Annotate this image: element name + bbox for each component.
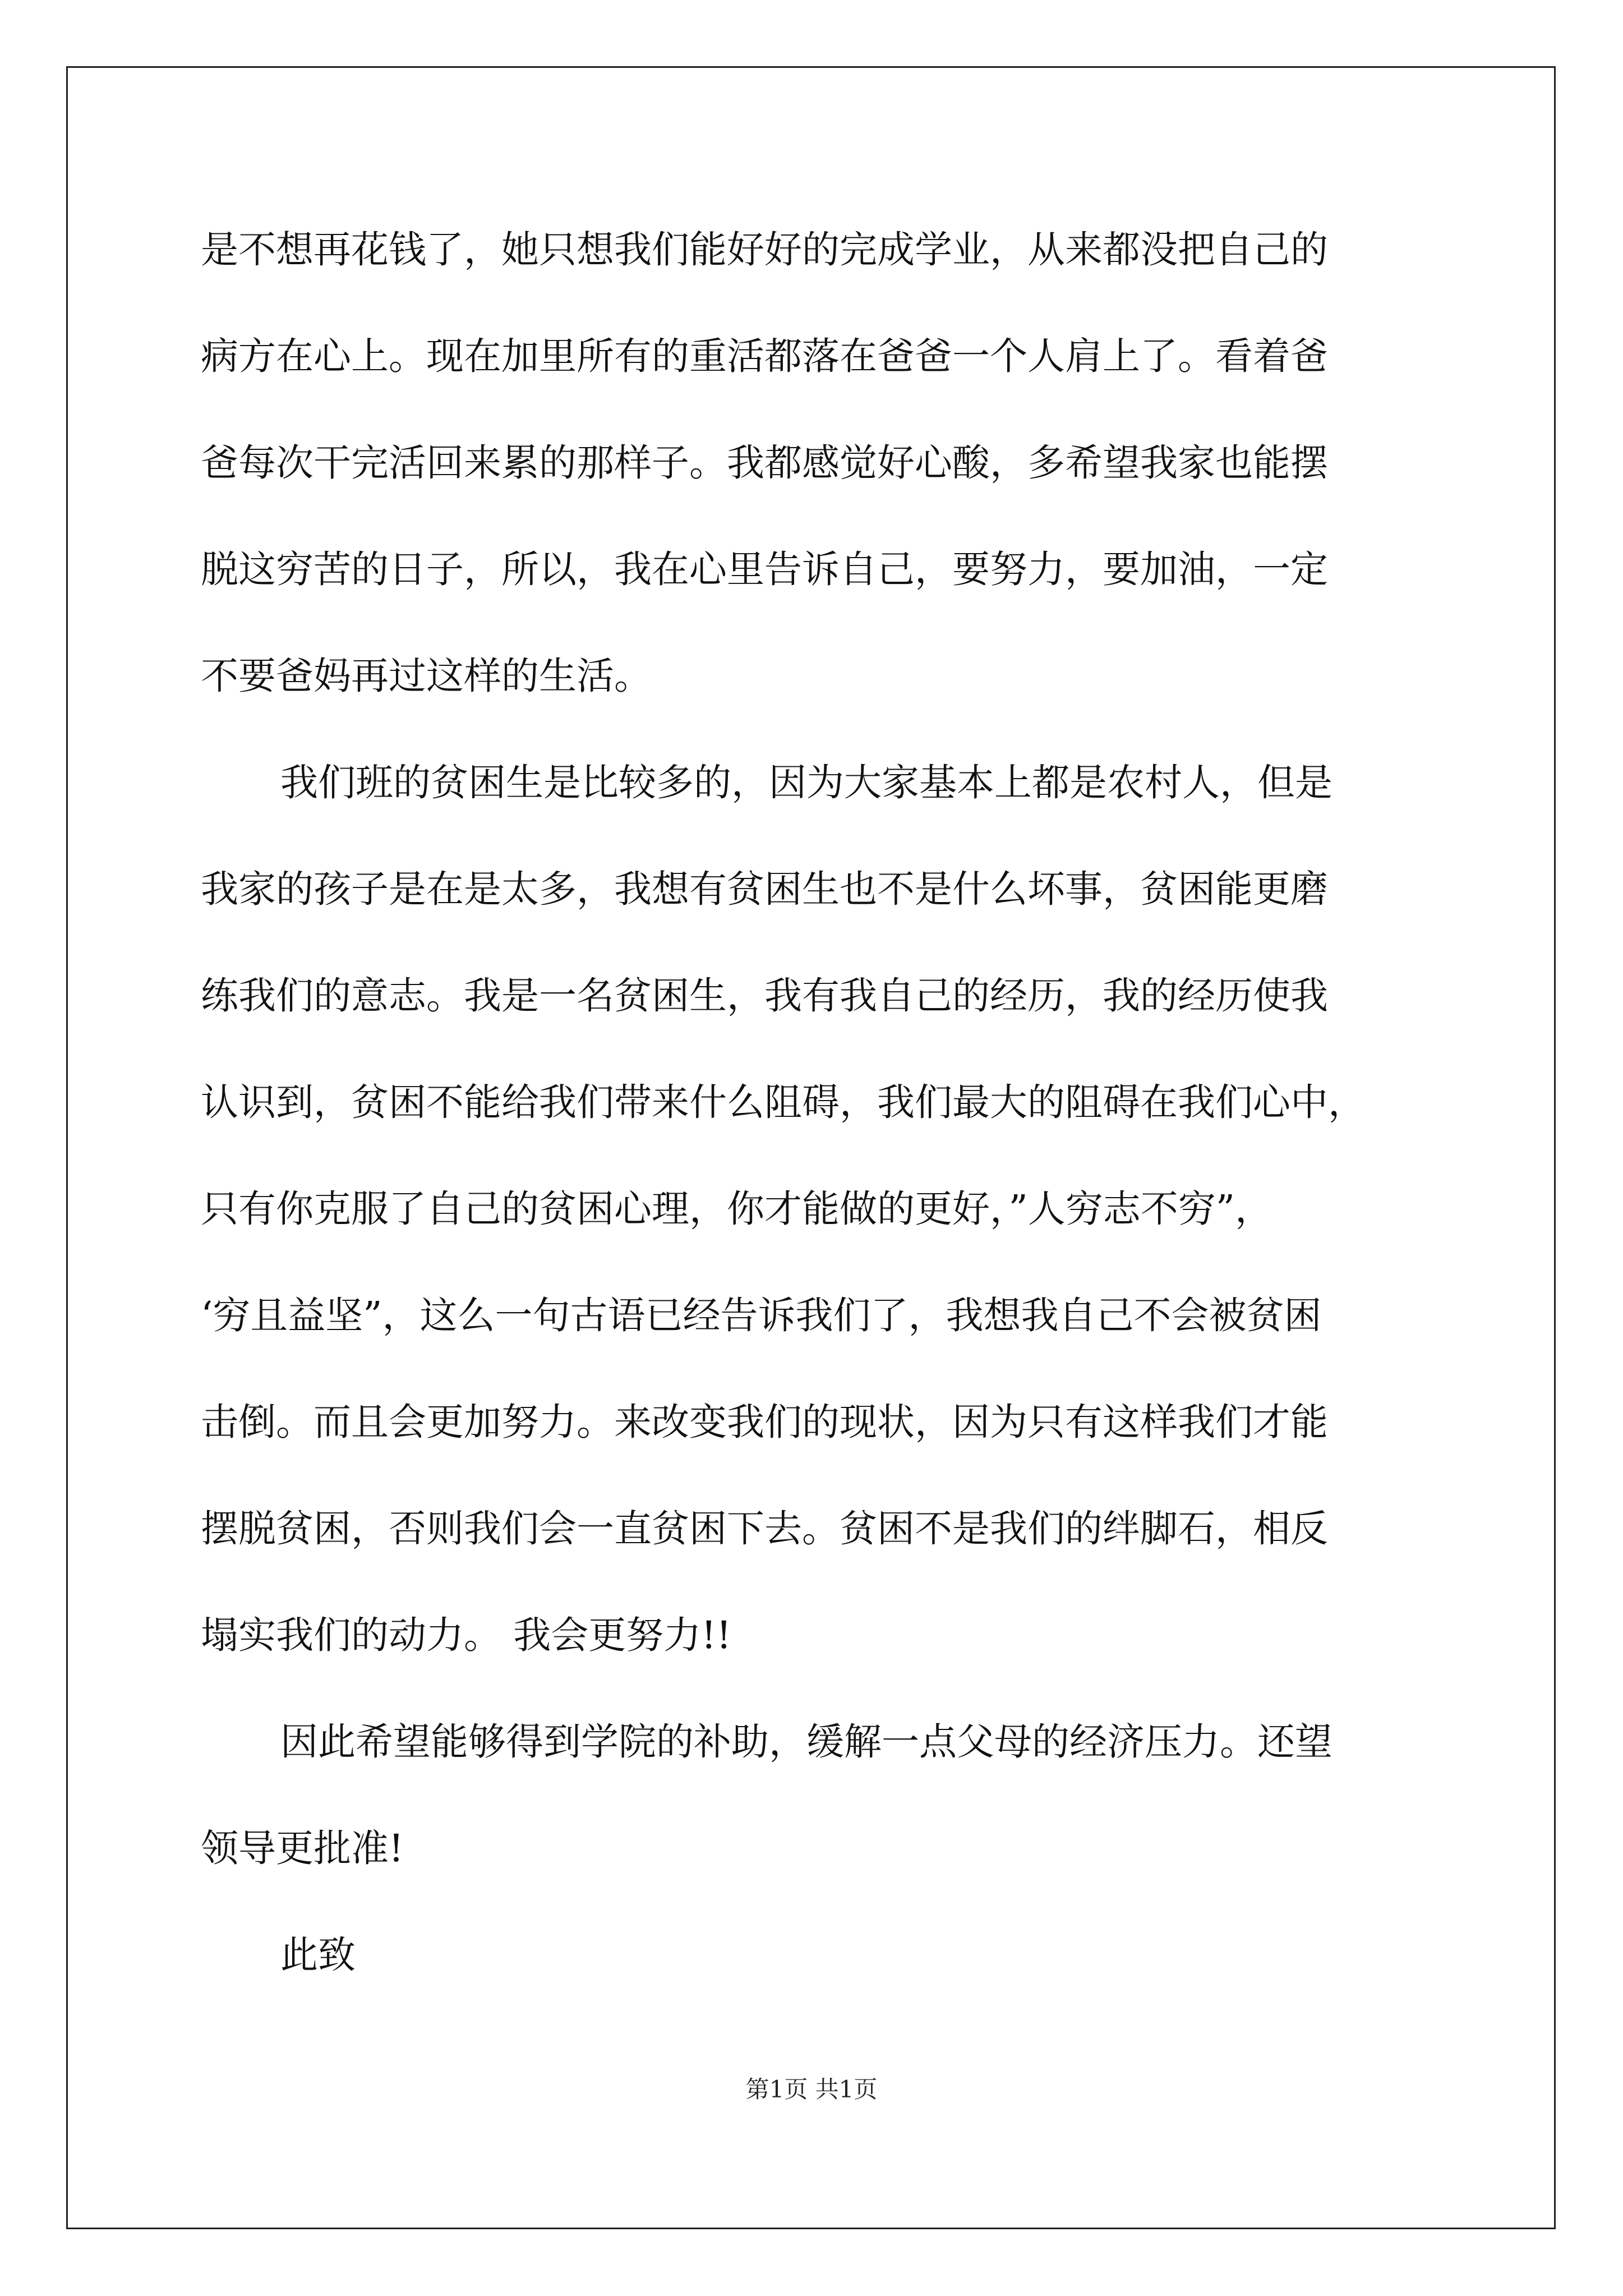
text-line: 领导更批准! <box>201 1826 404 1870</box>
text-line: 我家的孩子是在是太多，我想有贫困生也不是什么坏事，贫困能更磨 <box>201 867 1328 911</box>
text-line: 不要爸妈再过这样的生活。 <box>201 654 652 698</box>
text-line: 摆脱贫困，否则我们会一直贫困下去。贫困不是我们的绊脚石，相反 <box>201 1507 1328 1550</box>
text-line: ‘穷且益坚”，这么一句古语已经告诉我们了，我想我自己不会被贫困 <box>201 1294 1322 1337</box>
text-line: 只有你克服了自己的贫困心理，你才能做的更好，”人穷志不穷”， <box>201 1187 1273 1231</box>
text-line: 塌实我们的动力。 我会更努力!! <box>201 1613 732 1657</box>
closing-salutation: 此致 <box>280 1933 356 1977</box>
text-line: 认识到，贫困不能给我们带来什么阻碍，我们最大的阻碍在我们心中， <box>201 1080 1366 1124</box>
paragraph-start-line: 我们班的贫困生是比较多的，因为大家基本上都是农村人，但是 <box>280 761 1332 804</box>
text-line: 病方在心上。现在加里所有的重活都落在爸爸一个人肩上了。看着爸 <box>201 334 1328 378</box>
text-line: 爸每次干完活回来累的那样子。我都感觉好心酸，多希望我家也能摆 <box>201 441 1328 485</box>
text-line: 击倒。而且会更加努力。来改变我们的现状，因为只有这样我们才能 <box>201 1400 1328 1444</box>
page-border <box>66 66 1556 2229</box>
text-line: 练我们的意志。我是一名贫困生，我有我自己的经历，我的经历使我 <box>201 974 1328 1018</box>
text-line: 脱这穷苦的日子，所以，我在心里告诉自己，要努力，要加油，一定 <box>201 547 1328 591</box>
text-line: 是不想再花钱了，她只想我们能好好的完成学业，从来都没把自己的 <box>201 228 1328 272</box>
paragraph-start-line: 因此希望能够得到学院的补助，缓解一点父母的经济压力。还望 <box>280 1720 1332 1764</box>
page-footer: 第1页 共1页 <box>745 2076 878 2103</box>
